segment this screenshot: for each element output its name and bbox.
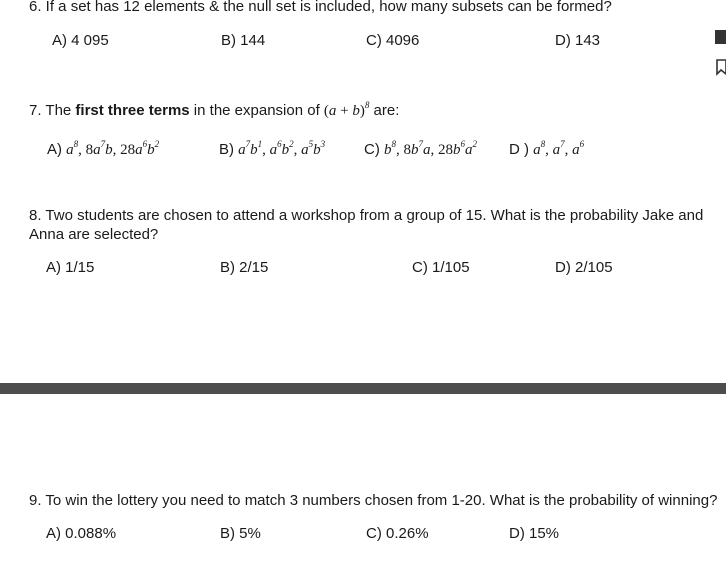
q7-option-c [364,141,477,159]
q8-option-b: B) 2/15 [220,259,269,276]
q7-middle: in the expansion of [189,102,324,119]
math-term: $a^7b^1$ [238,139,263,158]
q7-suffix: are: [369,102,400,119]
q7-option-label: C) [364,141,380,158]
question-8-line-1: 8. Two students are chosen to attend a workshop from a group of 15. What is the probability Jake and [29,207,704,224]
math-term: $a^8$ [66,139,79,158]
q6-option-b: B) 144 [221,32,266,49]
q7-prefix: 7. The [29,102,76,119]
page-divider [0,383,726,394]
q6-option-d: D) 143 [555,32,601,49]
q6-option-c: C) 4096 [366,32,420,49]
q8-option-d: D) 2/105 [555,259,613,276]
math-term: $a^8$ [533,139,546,158]
math-term: $a^6b^2$ [269,139,294,158]
q7-expression: $(a + b)^8$ [323,100,370,119]
q9-option-d: D) 15% [509,525,560,542]
q8-option-a: A) 1/15 [46,259,95,276]
q8-option-c: C) 1/105 [412,259,470,276]
question-7-text [29,102,399,120]
q7-option-c-terms: $b^8$, $8b^7a$, $28b^6a^2$ [384,139,477,158]
q9-option-c: C) 0.26% [366,525,429,542]
math-term: $28b^6a^2$ [438,139,477,158]
question-6-text: 6. If a set has 12 elements & the null set is included, how many subsets can be formed? [29,0,612,15]
q7-option-label: D ) [509,141,529,158]
q7-option-b-terms: $a^7b^1$, $a^6b^2$, $a^5b^3$ [238,139,326,158]
q7-option-a-terms: $a^8$, $8a^7b$, $28a^6b^2$ [66,139,160,158]
q9-option-a: A) 0.088% [46,525,117,542]
math-term: $8a^7b$ [85,139,113,158]
q7-option-label: A) [47,141,62,158]
q9-option-b: B) 5% [220,525,261,542]
math-term: $28a^6b^2$ [120,139,160,158]
q7-option-label: B) [219,141,234,158]
q7-option-d [509,141,584,159]
q7-bold-phrase: first three terms [75,102,190,119]
math-term: $8b^7a$ [403,139,431,158]
next-page [0,394,726,570]
q7-option-b [219,141,325,159]
question-8-line-2: Anna are selected? [29,226,159,243]
q7-option-d-terms: $a^8$, $a^7$, $a^6$ [533,139,585,158]
question-9-text: 9. To win the lottery you need to match 3 numbers chosen from 1-20. What is the probability of winning? [29,492,718,509]
bookmark-icon[interactable] [706,28,726,84]
q7-option-a [47,141,159,159]
math-term: $a^7$ [552,139,565,158]
math-term: $a^5b^3$ [301,139,326,158]
math-term: $b^8$ [384,139,396,158]
math-term: $a^6$ [572,139,585,158]
q6-option-a: A) 4 095 [52,32,109,49]
